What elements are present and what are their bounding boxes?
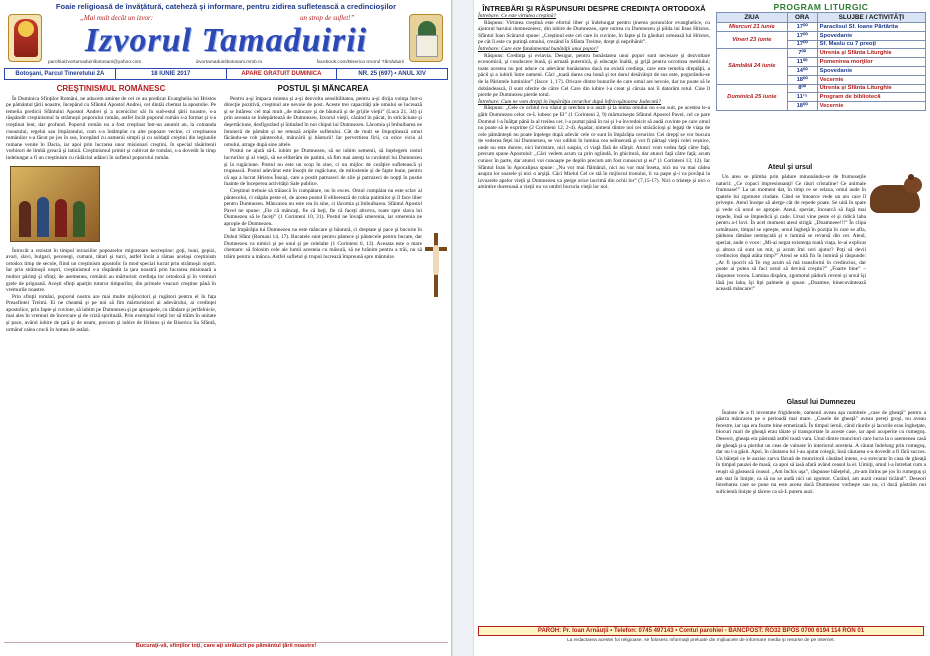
tagline-right: un strop de suflet!”	[300, 14, 355, 22]
program-row	[717, 49, 926, 58]
theotokos-icon	[8, 14, 42, 62]
table-header: ORA	[787, 13, 817, 23]
program-activity: Sf. Maslu cu 7 preoţi	[817, 40, 925, 49]
program-hour: 17⁰⁰	[787, 31, 817, 40]
facebook-link[interactable]: facebook.com/Biserica Izvorul Tămăduirii	[316, 60, 404, 65]
qa-question: Întrebare: Ce este virtutea creştină?	[478, 13, 557, 19]
saints-icon	[10, 166, 100, 242]
parish-contacts: PAROH: Pr. Ioan Arnăuţii • Telefon: 0745 497143 • Contul parohiei - BANCPOST: RO32 BPOS 0700 6194 114 RON 01	[478, 626, 924, 636]
qa-question: Întrebare: Cum ne vom drepţi în împărăţia cerurilor după înfricoşătoarea Judecată?	[478, 98, 662, 105]
program-activity: Paraclisul Sf. Ioane Părtărita	[817, 23, 925, 32]
article-paragraph: Prin sfinţii români, poporul nostru are mai multe mijlocitori şi rugători pentru el în faţa Preasfintei Treimi. Ei ne cheamă şi pe noi să fim mărturisitori ai adevărului, ai credinţei apostolice, prin fapte şi cuvinte, să iubim pe Dumnezeu şi pe aproapele, cu răbdare şi jertfelnicie, mai ales în vremuri de încercare şi de criză spirituală. Prin exemplul vieţii lor să trăim în unitate şi pace, având iubire de ţară şi de neam, precum şi iubire de Hristos şi de Biserica Sa Sfântă, urmând calea crucii în lumea de astăzi.	[6, 293, 216, 333]
program-activity: Program de bibliotecă	[817, 93, 925, 102]
program-row	[717, 23, 926, 32]
issue-number: NR. 25 (697) • ANUL XIV	[358, 71, 426, 77]
article-title-romanian-christianity: CREŞTINISMUL ROMÂNESC	[56, 84, 166, 93]
right-page-footer	[478, 626, 924, 654]
program-hour: 14⁰⁰	[787, 66, 817, 75]
program-title: PROGRAM LITURGIC	[773, 2, 869, 12]
program-hour: 8⁰⁰	[787, 84, 817, 93]
article-paragraph: Pentru a-şi împaca mintea şi a-şi dezvolta sensibilitatea, pentru a-şi dirija voinţa într-o direcţie pozitivă, creştinul are nevoie de post. Aceste trei capacităţi ale omului se lucrează şi se întăresc cel mai mult „de mâncare şi de băutură şi de grijile vieţii” (Luca 21, 34) şi prin aceasta se îndepărtează de Dumnezeu, Izvorul vieţii, căzând în păcat, în stricăciune şi deşertăciune, desfigurând şi întinând în noi chipul lui Dumnezeu. Lăcomia şi îmbuibarea ne întunecă de pământ şi ne retează aripile sufletului. Cât de mult se împuţinează omul făcându-se rob pântecelui, mâncării şi băuturii! Iar pervertirea firii, ca orice viciu al omului, atrage după sine altele.	[224, 95, 422, 148]
location: Botoşani, Parcul Tineretului 2A	[5, 69, 116, 79]
program-activity: Vecernie	[817, 102, 925, 111]
page-gutter	[452, 0, 474, 656]
web-link[interactable]: izvortamaduiriibotosani.mmb.ro	[195, 60, 263, 65]
program-activity: Pomenirea morţilor	[817, 58, 925, 67]
program-day: Vineri 23 iunie	[717, 31, 788, 49]
story2-text: Înainte de a fi inventate frigiderele, oamenii aveau aşa numitele „case de gheaţă” pentru a păstra mâncarea pe o perioadă mai mare. „Casele de gheaţă” aveau pereţi groşi, nu aveau ferestre, iar uşa era foarte bine ermetizată. În timpul iernii, când râurile şi lacurile erau îngheţate, blocuri mari de gheaţă erau tăiate şi transportate în aceste case, iar apoi acoperite cu rumeguş. Deseori, gheaţa era păstrată astfel toată vara. Unul dintre muncitori care lucra la o asemenea casă de gheaţă şi-a pierdut un ceas de valoare în interiorul acesteia. A căutat îndelung prin rumeguş, dar nu l-a găsit. Apoi, în căutarea lui l-au ajutat colegii, însă căutarea s-a dovedit a fi fără succes. Un băieţel ce le auzise zarva făcută de muncitorii căutând intens, s-a strecurat în casa de gheaţă în timpul pauzei de masă, ca apoi să iasă afară având ceasul la el. Uimiţi, omul l-a întrebat cum a reuşit să găsească ceasul. „Am închis uşa”, răspunse băieţelul, „m-am întins pe jos în rumeguş şi am stat în linişte, ca să nu se audă nici un zgomot. Curând, am auzit ceasul ticăind”. Deseori întrebarea care se pune nu este aceea dacă Dumnezeu vorbeşte sau nu, ci dacă păstrăm noi suficientă linişte şi tăcere ca să-L putem auzi.	[716, 409, 926, 495]
program-hour: 11⁰⁰	[787, 58, 817, 67]
program-hour: 11¹⁵	[787, 93, 817, 102]
issue-info-bar	[4, 68, 448, 80]
qa-title: ÎNTREBĂRI ŞI RĂSPUNSURI DESPRE CREDINŢA ORTODOXĂ	[482, 4, 706, 13]
editorial-note: La redactarea acestei foi religioase, se folosesc informaţii preluate din mijloacele de informare media şi resurse de pe internet.	[567, 638, 835, 643]
program-activity: Vecernie	[817, 75, 925, 84]
qa-column	[478, 4, 710, 622]
program-activity: Spovedanie	[817, 66, 925, 75]
newspaper-title: Izvorul Tamaduirii	[84, 22, 368, 59]
email-link[interactable]: parohiaizvortamaduiriibotosani@yahoo.com	[48, 60, 142, 65]
article-column-1	[6, 84, 216, 638]
program-hour: 17⁰⁰	[787, 23, 817, 32]
program-row	[717, 31, 926, 40]
church-icon	[409, 14, 443, 62]
article-paragraph: În Duminica Sfinţilor Români, ne aducem aminte de cei ce au predicat Evanghelia lui Hristos pe pământul ţării noastre, începând cu Sfântul Apostol Andrei, cel dintâi chemat la apostolie. Pe temelia predicii Sfântului Apostol Andrei şi a ucenicilor săi în sud-estul ţării noastre, s-a răspândit creştinismul la strămoşii poporului român, astfel încât poporul român s-a format şi s-a creştinat lent, dar profund. Poporul român nu a fost creştinat într-un anumit an, la comanda cneazului, regelui sau împăratului, cum s-a întâmplat cu alte popoare vecine, ci creştinarea românilor s-a făcut pe jos în sus, începând cu oamenii simpli şi cu soldaţii creştini din legiunile romane venite în Dacia, iar apoi prin lucrarea unor misionari creştini, în special răsăritenii vorbitori de limbă greacă şi latină. Creştinismul primit şi cultivat de români, s-a dovedit în timp indelungat a fi un creştinism cu rădăcini adânci în sufletul poporului român.	[6, 95, 216, 161]
program-table	[716, 12, 926, 111]
article-paragraph: Postul ne ajută să-L iubim pe Dumnezeu, să ne iubim semenii, să înţelegem rostul lucrurilor şi al vieţii, să ne eliberăm de patimi, să fim mai atenţi la cuvântul lui Dumnezeu şi la rugăciune. Postul nu este un scop în sine, ci un mijloc de curăţire sufletească şi trupească. Postul adevărat este însoţit de rugăciune, de milostenie şi de fapte bune, pentru că aşa a lucrat Hristos Însuşi, care a postit patruzeci de zile şi patruzeci de nopţi în pustie înainte de începerea activităţii Sale publice.	[224, 148, 422, 188]
story2	[716, 398, 926, 622]
article-paragraph: Iar împărăţia lui Dumnezeu nu este mâncare şi băutură, ci dreptate şi pace şi bucurie în Duhul Sfânt (Romani 14, 17). Bucatele sunt pentru pântece şi pântecele pentru bucate, dar Dumnezeu va nimici şi pe unul şi pe celelalte (1 Corinteni 6, 13). Aceasta este o mare chemare: să folosim cele ale lumii acesteia cu măsură, să ne hrănim pentru a trăi, nu să trăim pentru a mânca. Astfel sufletul şi trupul lucrează împreună spre mântuire.	[224, 227, 422, 260]
program-section	[716, 2, 926, 111]
program-hour: 17⁰⁰	[787, 40, 817, 49]
left-page-footer: Bucuraţi-vă, sfinţilor toţi, care aţi strălucit pe pământul ţării noastre!	[4, 642, 448, 652]
newspaper-back-page	[474, 0, 930, 656]
qa-answer: Răspuns: Virtutea creştină este efortul liber şi îndelungat pentru ţinerea poruncilor evanghelice, cu ajutorul harului dumnezeiesc, din iubire de Dumnezeu, spre unirea cu Dumnezeu şi pilda lui Iisus Hristos. Sfântul Ioan Scărarul spune: „Creştinul este cel care în cuvinte, în fapte şi în gânduri urmează lui Hristos, pe cât îi este cu putinţă omului, crezând în Sfânta Treime, drept şi neprihănit”.	[478, 19, 710, 46]
tagline-left: „Mai mult decât un izvor:	[80, 14, 154, 22]
contact-line	[48, 60, 404, 65]
story2-title: Glasul lui Dumnezeu	[786, 399, 856, 406]
program-activity: Utrenia şi Sfânta Liturghie	[817, 84, 925, 93]
qa-answer: Răspuns: Credinţa şi evlavia. Desigur, pentru bunăstarea unui popor sunt necesare şi dezvoltare economică, şi conducere bună, şi armată puternică, şi educaţie înaltă, şi grijă pentru ocrotirea mediului; toate acestea nu pot aduce cu adevărat bunăstarea dacă nu există credinţa, care este temelia dreptăţii, a păcii şi a iubirii între oameni. Căci „toată darea cea bună şi tot darul desăvârşit de sus este, pogorându-se de la Părintele luminilor” (Iacov 1, 17). Oricare dintre bunurile de care omul are nevoie, dar nu poate să le dobândească, îl sunt oferite de către Cel Care din iubire l-a creat şi căruia noi îi datorăm totul. Cine îl pierde pe Dumnezeu pierde totul.	[478, 52, 710, 99]
program-day: Miercuri 21 iunie	[717, 23, 788, 32]
table-header: ZIUA	[717, 13, 788, 23]
program-day: Duminică 25 iunie	[717, 84, 788, 110]
qa-question: Întrebare: Care este fundamentul bunătăţii unui popor?	[478, 45, 599, 52]
article-title-fasting: POSTUL ŞI MÂNCAREA	[277, 84, 369, 93]
saints-image-space	[6, 162, 216, 248]
story1	[716, 174, 926, 396]
story1-title: Ateul şi ursul	[767, 164, 813, 171]
qa-answer: Răspuns: „Cele ce ochiul n-a văzut şi urechea n-a auzit şi la inima omului nu s-au suit, pe acestea le-a gătit Dumnezeu celor ce-L iubesc pe El” (1 Corinteni 2, 9) mărturiseşte Sfântul Apostol Pavel, cel ce pare Domnul l-a înălţat până la al treilea cer, l-a purtat până în rai şi l-a învrednicit să audă cuvinte pe care omul nu poate să le exprime (2 Corinteni 12, 2-4). Aşadar, nimeni dintre noi cei străcăcioşi şi legaţi de viaţa de cele pământeşti nu poate înţelege după adevăr cele ce sunt în împărăţia cerurilor. Cei drepţi se vor bucura de vederea feţei lui Dumnezeu, se vor odihni în lumina cea neînserată şi vor fi părtaşi vieţii celei veşnice, unde nu este durere, nici întristare, nici suspin, ci viaţă fără de sfârşit. Atunci vom vedea faţă către faţă, precum spune Apostolul: „Căci vedem acum ca prin oglindă, în ghicitură, dar atunci faţă către faţă; acum cunosc în parte, dar atunci voi cunoaşte pe deplin precum am fost cunoscut şi eu” (1 Corinteni 13, 12). Iar Sfântul Ioan în Apocalipsa spune: „Nu vor mai flămânzi, nici nu vor mai înseta, nici nu va mai cădea asupra lor soarele şi nici o arşiţă. Căci Mielul Cel ce stă în mijlocul tronului, îi va paşte şi-i va povăţui la izvoarele apelor vieţii şi Dumnezeu va şterge orice lacrimă din ochii lor” (7,15-17). Nici o tristeţe şi nici o amintire dureroasă a vieţii nu va umbri bucuria vieţii lor noi.	[478, 105, 710, 191]
crucifix-icon	[425, 233, 447, 297]
program-row	[717, 84, 926, 93]
issue-date: 18 IUNIE 2017	[116, 69, 227, 79]
article-paragraph: Creştinul trebuie să trăiască în cumpătare, nu în exces. Omul cumpătat nu este sclav al pântecelui, ci stăpân peste el, de aceea postul îl eliberează de robia patimilor şi îl face liber pentru Dumnezeu. Mâncarea nu este rea în sine, ci lăcomia şi îmbuibarea. Sfântul Apostol Pavel ne spune: „Fie că mâncaţi, fie că beţi, fie că faceţi altceva, toate spre slava lui Dumnezeu să le faceţi” (1 Corinteni 10, 31). Postul ne învaţă smerenia, iar smerenia ne apropie de Dumnezeu.	[224, 187, 422, 227]
table-header: SLUJBE / ACTIVITĂŢI	[817, 13, 925, 23]
program-hour: 7⁰⁰	[787, 49, 817, 58]
frequency: APARE GRATUIT DUMINICA	[227, 69, 338, 79]
newspaper-front-page	[0, 0, 452, 656]
program-hour: 18⁰⁰	[787, 102, 817, 111]
program-activity: Utrenia şi Sfânta Liturghie	[817, 49, 925, 58]
article-column-2	[224, 84, 422, 638]
program-activity: Spovedanie	[817, 31, 925, 40]
story1-text: Un ateu se plimba prin pădure minunându-se de frumuseţile naturii: „Ce copaci impresionanţi! Ce râuri cristaline! Ce animale frumoase!” La un moment dat, în timp ce se relaxa, omul aude în spatele lui zgomote ciudate. Când se întoarce vede un urs care îl priveşte. Ateul începe să alerge cât de repede poate. Se uită în spate şi vede că ursul se apropie. Ateul, speriat, încearcă să fugă mai repede, însă se împiedică şi cade. Ursul vine peste el şi ridică laba pentru a-l lovi. În acel moment ateul strigă: „Doamneee!!!” În clipa următoare, timpul se opreşte, ursul îngheţă în poziţia în care se afla, pădurea rămâne nemişcată şi o lumină se revarsă din cer. Ateul, speriat, aude o voce: „Mi-ai negat existenţa toată viaţa, le-ai explicat şi altora că sunt un mit, şi acum îmi ceri ajutor? Poţi să devii credincios după atâta timp?” Ateul se uită fix în lumină şi răspunde: „Ar fi ipocrit să Te rog acum să mă transformi în credincios, dar poate ai putea să faci ursul să devină creştin?” „Foarte bine” – răspunse vocea. Lumina dispăru, zgomotul pădurii reveni şi ursul îşi lăsă jos laba, îşi lipi palmele şi spuse: „Doamne, binecuvântează această mâncare!”	[716, 174, 866, 293]
header-top-line: Foaie religioasă de învăţătură, cateheză şi informare, pentru zidirea sufletească a credincioşilor	[55, 2, 397, 11]
program-day: Sâmbătă 24 iunie	[717, 49, 788, 84]
article-paragraph: Întrucât a rezistat în timpul invaziilor popoarelor migratoare necreştine: goţi, huni, gepizi, avari, slavi, bulgari, pecenegi, cumani, tătari şi turci, astfel încât a rămas acelaşi creştinism ortodox timp de secole, fiind un creştinism apostolic în mod special lucrat prin strămoşii noştri. Iar prin strămoşii noştri, creştinismul s-a răspândit la ţara noastră prin lucrarea misionară a multor părinţi şi sfinţi; de asemenea, românii au mărturisit credinţa lor ortodoxă şi în vremuri grele de prigoană. Aceşti sfinţi aparţin tuturor timpurilor, din primele veacuri creştine până în vremurile noastre.	[6, 247, 216, 294]
program-hour: 18⁰⁰	[787, 75, 817, 84]
